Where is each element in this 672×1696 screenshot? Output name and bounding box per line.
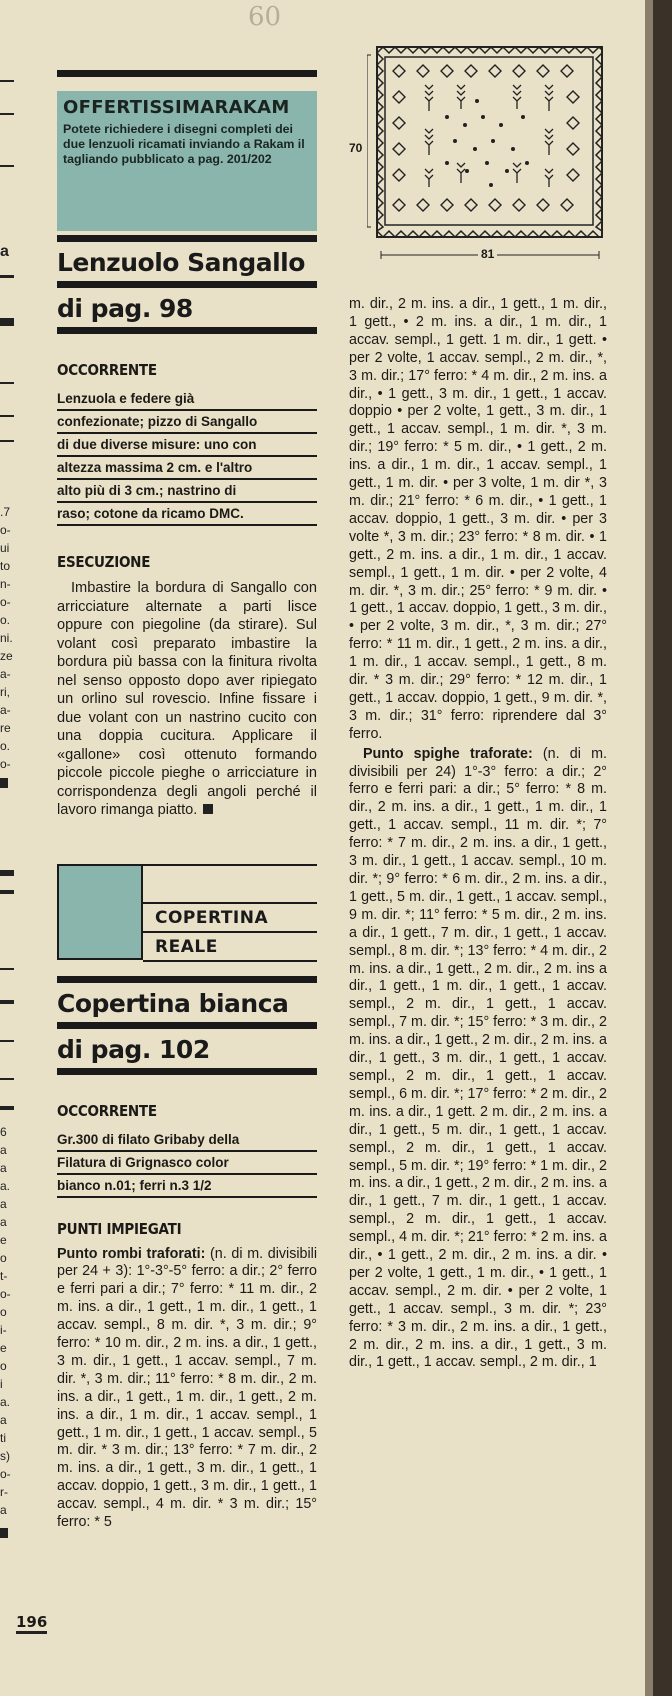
divider [57,235,317,242]
occorrente-line: confezionate; pizzo di Sangallo [57,411,317,434]
offer-box [57,91,317,231]
occorrente-line: Filatura di Grignasco color [57,1152,317,1175]
end-mark [203,804,213,814]
occorrente-line: Gr.300 di filato Gribaby della [57,1129,317,1152]
occorrente-list [57,388,317,526]
blanket-diagram [349,45,607,261]
occorrente-line: Lenzuola e federe già [57,388,317,411]
occorrente-line: raso; cotone da ricamo DMC. [57,503,317,526]
height-label: 70 [349,141,363,155]
pencil-note: 60 [248,2,282,32]
lenzuolo-title: Lenzuolo Sangallo [57,248,305,277]
teal-swatch [57,864,143,960]
page-edge-shadow [645,0,672,1696]
offer-title: OFFERTISSIMARAKAM [63,97,290,118]
occorrente-line: altezza massima 2 cm. e l'altro [57,457,317,480]
copertina-reale-box [57,864,317,962]
divider [57,327,317,334]
occorrente-list [57,1129,317,1198]
punto-rombi-text: Punto rombi traforati: (n. di m. divisibili per 24 + 3): 1°-3°-5° ferro: a dir.; 2° ferro e ferri pari a dir.; 7° ferro: * 11 m. dir., 2 m. ins. a dir., 1 gett., 1 m. dir., 1 gett., 1 accav. sempl., 8 m. dir. *, 3 m. dir.; 9° ferro: * 10 m. dir., 2 m. ins. a dir., 1 gett., 3 m. dir., 1 gett., 1 accav. sempl., 7 m. dir. *, 3 m. dir.; 11° ferro: * 8 m. dir., 2 m. ins. a dir., 1 gett., 1 m. dir., 1 gett., 2 m. ins. a dir., 1 m. dir., 1 accav. sempl., 1 gett., 1 m. dir., 1 gett., 1 accav. sempl., 5 m. dir. * 3 m. dir.; 13° ferro: * 7 m. dir., 2 m. ins. a dir., 1 gett., 3 m. dir., 1 gett., 1 accav. doppio, 1 gett., 3 m. dir., 1 gett., 1 accav. sempl., 4 m. dir. * 3 m. dir.; 15° ferro: * 5 [57,1245,317,1531]
esecuzione-heading: ESECUZIONE [57,553,151,571]
offer-text: Potete richiedere i disegni completi dei due lenzuoli ricamati inviando a Rakam il tagliando pubblicato a pag. 201/202 [63,122,305,166]
occorrente-line: di due diverse misure: uno con [57,434,317,457]
copertina-label: COPERTINA [143,902,317,933]
reale-label: REALE [143,933,317,962]
divider [57,70,317,77]
left-column [57,70,317,1532]
occorrente-heading: OCCORRENTE [57,361,157,379]
occorrente-line: bianco n.01; ferri n.3 1/2 [57,1175,317,1198]
punto-spighe-text: Punto spighe traforate: (n. di m. divisibili per 24) 1°-3° ferro: a dir.; 2° ferro e ferri pari: a dir.; 5° ferro: * 8 m. dir., 2 m. ins. a dir., 1 gett., 1 m. dir., 1 gett., 1 accav. sempl., 11 m. dir. *; 7° ferro: * 7 m. dir., 2 m. ins. a dir., 1 gett., 3 m. dir., 1 gett., 1 accav. sempl., 10 m. dir. *; 9° ferro: * 6 m. dir., 2 m. ins. a dir., 1 gett., 5 m. dir., 1 gett., 1 accav. sempl., 9 m. dir. *; 11° ferro: * 5 m. dir., 2 m. ins. a dir., 1 gett., 7 m. dir., 1 gett., 1 accav. sempl., 8 m. dir. *; 13° ferro: * 4 m. dir., 2 m. ins. a dir., 1 gett., 2 m. dir., 2 m. ins a dir., 1 gett., 1 m. dir., 1 gett., 1 accav. sempl., 2 m. dir., 1 gett., 1 accav. sempl., 7 m. dir. *; 15° ferro: * 3 m. dir., 2 m. ins. a dir., 1 gett., 2 m. dir., 2 m. ins. a dir., 1 gett., 3 m. dir., 1 gett., 1 accav. sempl., 2 m. dir., 1 gett., 1 accav. sempl., 6 m. dir. *; 17° ferro: * 2 m. dir., 2 m. ins. a dir., 1 gett. 2 m. dir., 2 m. ins. a dir., 1 gett., 5 m. dir., 1 gett., 1 accav. sempl., 2 m. dir., 1 gett., 1 accav. sempl., 5 m. dir. *; 19° ferro: * 1 m. dir., 2 m. ins. a dir., 1 gett., 2 m. dir., 2 m. ins. a dir., 1 gett., 7 m. dir., 1 gett., 1 accav. sempl., 2 m. dir., 1 gett., 1 accav. sempl., 4 m. dir. *; 21° ferro: * 2 m. ins. a dir., • 1 gett., 2 m. dir., 2 m. ins. a dir. • per 2 volte, 1 gett., 1 m. dir., • 1 gett., 1 accav. sempl., 2 m. dir. • per 2 volte, 1 gett., 1 accav. sempl., 3 m. dir. *; 23° ferro: * 3 m. dir., 2 m. ins. a dir., 1 gett., 2 m. dir., 2 m. ins. a dir., 1 gett., 3 m. dir., 1 gett., 1 accav. sempl., 2 m. dir., 1 [349,745,607,1371]
width-label: 81 [478,247,497,261]
punti-heading: PUNTI IMPIEGATI [57,1219,182,1238]
page-number: 196 [16,1613,47,1634]
occorrente-heading: OCCORRENTE [57,1101,157,1120]
esecuzione-body: Imbastire la bordura di Sangallo con arricciature alternate a parti lisce oppure con piegoline (da stirare). Sul volant così preparato imbastire la bordura più bassa con la finitura rivolta nel senso opposto dopo aver ripiegato un orlino sul rovescio. Infine fissare i due volant con un nastrino cucito con una doppia cucitura. Applicare il «gallone» così ottenuto formando piccole piccole pieghe o arricciature in corrispondenza degli angoli perché il lavoro rimanga piatto. [57,580,317,818]
blanket-schema-svg [367,45,607,261]
divider [57,1068,317,1075]
divider [57,281,317,288]
right-column [349,296,607,1372]
lenzuolo-page-ref: di pag. 98 [57,294,193,323]
divider [57,1022,317,1029]
copertina-title: Copertina bianca [57,988,289,1018]
divider [57,976,317,983]
rombi-continuation: m. dir., 2 m. ins. a dir., 1 gett., 1 m. dir., 1 gett., • 2 m. ins. a dir., 1 m. dir., 1 accav. sempl., 1 gett. 1 m. dir., 1 gett. • per 2 volte, 1 accav. sempl., 2 m. dir., *, 3 m. dir.; 17° ferro: * 4 m. dir., 2 m. ins. a dir., • 1 gett., 3 m. dir., 1 gett., 1 accav. doppio • per 2 volte, 1 gett., 3 m. dir., 1 gett., 1 accav. sempl., 1 m. dir. *, 3 m. dir.; 19° ferro: * 5 m. dir., • 1 gett., 2 m. ins. a dir., 1 m. dir., 1 accav. sempl., 1 gett., 1 m. dir. • per 3 volte, 1 m. dir *, 3 m. dir.; 21° ferro: * 6 m. dir., • 1 gett., 1 accav. doppio, 1 gett., 3 m. dir. • per 3 volte *, 3 m. dir.; 23° ferro: * 8 m. dir. • 1 gett., 2 m. ins. a dir., 1 m. dir., 1 accav. sempl., 1 gett., 1 m. dir. • per 2 volte, 4 m. dir. *, 3 m. dir.; 25° ferro: * 9 m. dir. • 1 gett., 1 accav. doppio, 1 gett., 3 m. dir., • per 2 volte, 3 m. dir., *, 3 m. dir.; 27° ferro: * 11 m. dir., 1 gett., 2 m. ins. a dir., 1 m. dir., 1 accav. sempl., 1 gett., 8 m. dir. * 3 m. dir.; 29° ferro: * 12 m. dir., 1 gett., 1 accav. doppio, 1 gett., 9 m. dir. *, 3 m. dir.; 31° ferro: riprendere dal 3° ferro. [349,296,607,742]
occorrente-line: alto più di 3 cm.; nastrino di [57,480,317,503]
facing-page-bleed: a .7 o- ui to n- o- o. ni. ze a- ri, a- re o. o- 6 a a a. a a e o t- o- o i- e o i a. a ti s) o- r- a [0,0,16,1696]
copertina-page-ref: di pag. 102 [57,1034,210,1064]
